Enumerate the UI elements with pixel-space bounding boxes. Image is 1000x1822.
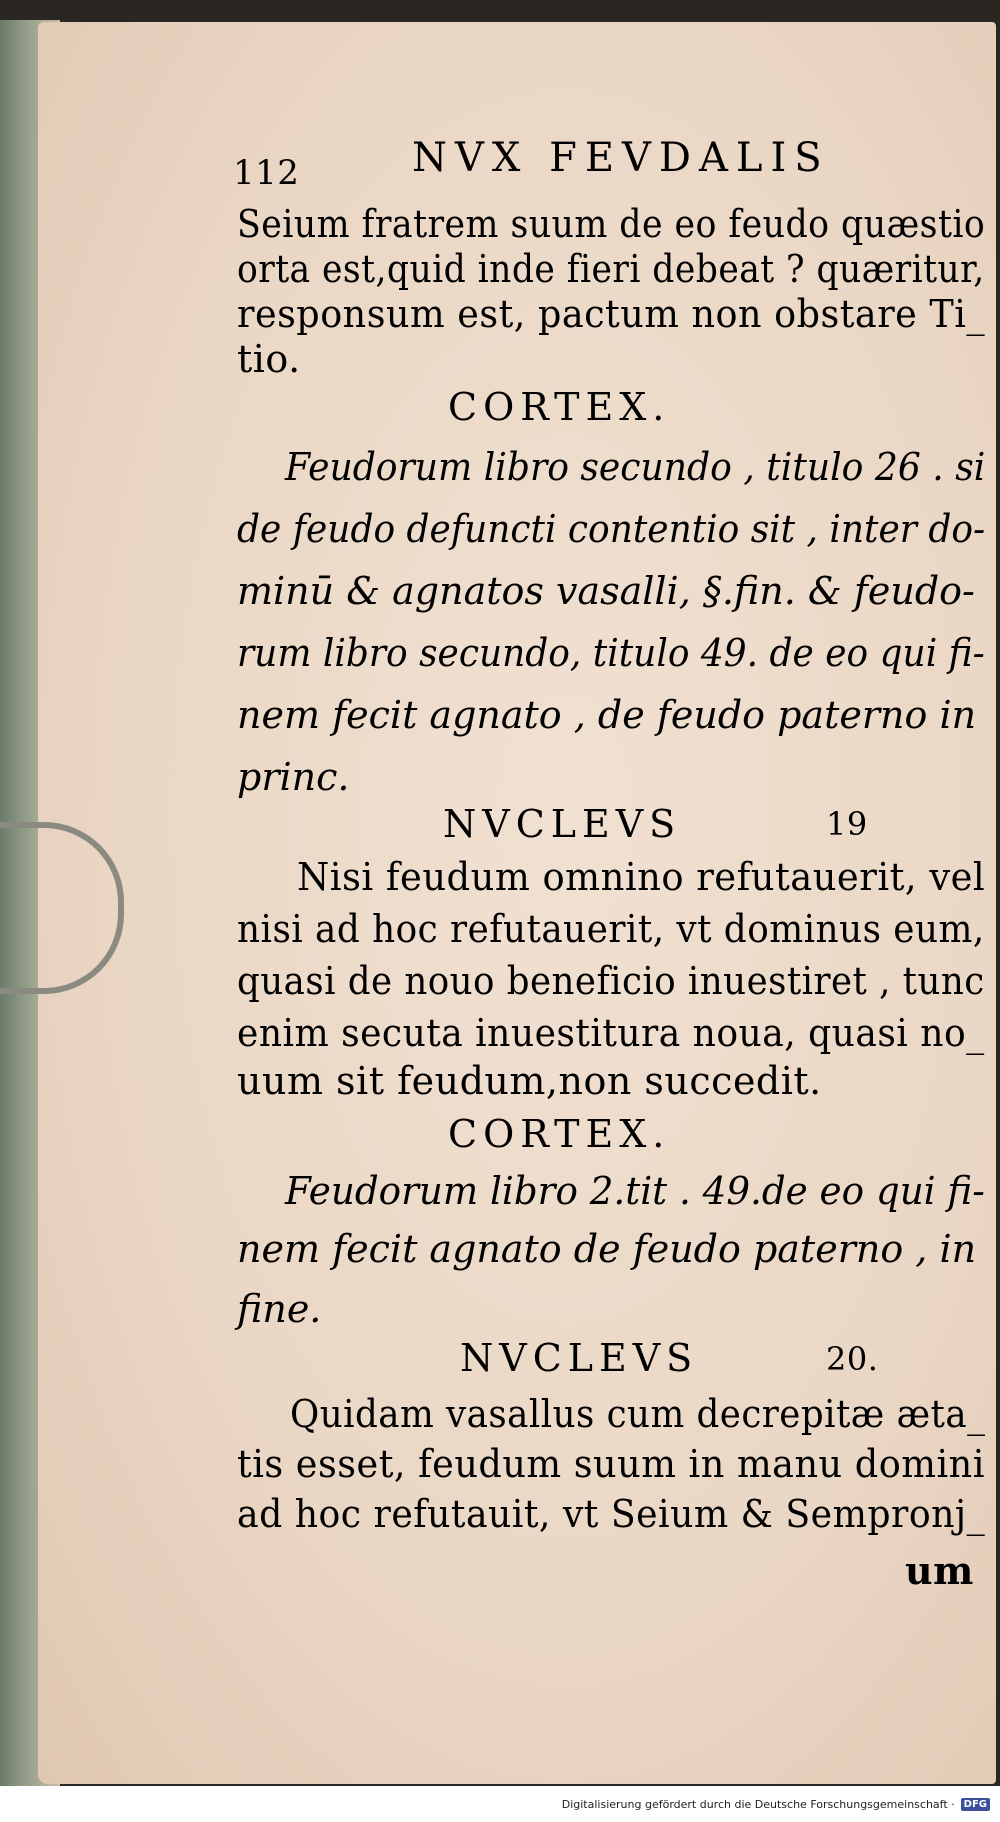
section-heading-cortex: CORTEX. — [448, 1112, 671, 1156]
text-line: uum sit feudum,non succedit. — [237, 1059, 822, 1103]
text-line: orta est,quid inde fieri debeat ? quæritur, — [237, 247, 985, 291]
text-line: Quidam vasallus cum decrepitæ æta_ — [290, 1392, 986, 1436]
text-line: princ. — [237, 755, 350, 799]
text-line: de feudo defuncti contentio sit , inter do- — [237, 507, 986, 551]
running-title: NVX FEVDALIS — [412, 135, 830, 181]
nucleus-number: 19 — [826, 805, 868, 843]
text-line: minū & agnatos vasalli, §.fin. & feudo- — [237, 569, 975, 613]
section-heading-nucleus: NVCLEVS — [460, 1336, 699, 1380]
text-line: Nisi feudum omnino refutauerit, vel — [297, 855, 986, 899]
credit-text: Digitalisierung gefördert durch die Deutsche Forschungsgemeinschaft · — [561, 1797, 955, 1811]
text-line: Feudorum libro secundo , titulo 26 . si — [285, 445, 986, 489]
text-line: fine. — [237, 1287, 322, 1331]
dfg-logo: DFG — [961, 1798, 990, 1811]
text-line: rum libro secundo, titulo 49. de eo qui fi- — [237, 631, 985, 675]
page-clip — [0, 822, 124, 994]
section-heading-cortex: CORTEX. — [448, 385, 671, 429]
text-line: ad hoc refutauit, vt Seium & Sempronj_ — [237, 1492, 986, 1536]
text-line: tio. — [237, 337, 301, 381]
text-line: responsum est, pactum non obstare Ti_ — [237, 292, 986, 336]
catchword: um — [905, 1548, 974, 1593]
text-line: Feudorum libro 2.tit . 49.de eo qui fi- — [285, 1169, 985, 1213]
text-line: enim secuta inuestitura noua, quasi no_ — [237, 1011, 985, 1055]
digitization-credit-bar — [0, 1786, 1000, 1822]
page-number: 112 — [233, 153, 300, 193]
text-line: tis esset, feudum suum in manu domini — [237, 1442, 985, 1486]
section-heading-nucleus: NVCLEVS — [443, 802, 682, 846]
nucleus-number: 20. — [826, 1340, 879, 1378]
text-line: nem fecit agnato de feudo paterno , in — [237, 1227, 977, 1271]
text-line: quasi de nouo beneficio inuestiret , tunc — [237, 959, 985, 1003]
text-line: nisi ad hoc refutauerit, vt dominus eum, — [237, 907, 985, 951]
text-line: Seium fratrem suum de eo feudo quæstio — [237, 202, 986, 246]
text-line: nem fecit agnato , de feudo paterno in — [237, 693, 977, 737]
